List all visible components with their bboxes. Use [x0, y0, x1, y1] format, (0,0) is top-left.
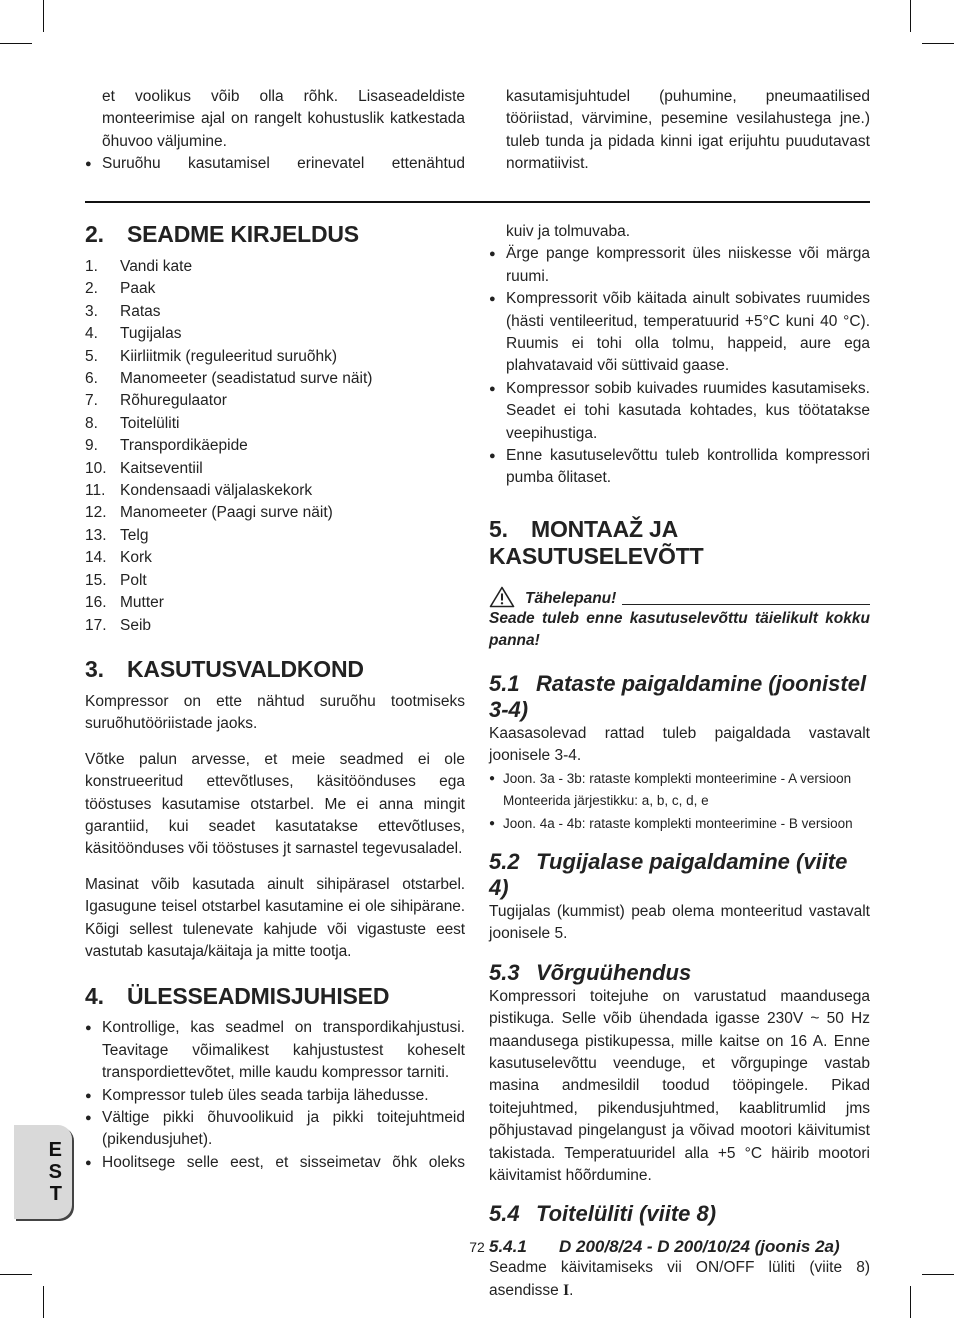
paragraph: Kompressor on ette nähtud suruõhu tootmiseks suruõhutööriistade jaoks.	[85, 692, 465, 733]
bullet-item: ● Joon. 4a - 4b: rataste komplekti monteerimine - B versioon	[489, 813, 870, 836]
right-column	[489, 221, 870, 1302]
parts-list-item	[85, 435, 465, 457]
paragraph: Kompressori toitejuhe on varustatud maandusega pistikuga. Selle võib ühendada igasse 230V ~ 50 Hz maandusega pistikupessa, mille kaitse on 16 A. Enne kasutuselevõttu veenduge, et võrgupinge vastab masina andmesildil toodud tööpingele. Pikad toitejuhtmed, pikendusjuhtmed, kaablitrumlid jms põhjustavad pingelangust ja võivad mootori käivitumist takistada. Temperatuuridel alla +5 °C häirib mootori käivitamist hõõrdumine.	[489, 987, 870, 1185]
warning-header	[489, 586, 870, 608]
parts-list	[85, 256, 465, 637]
item-number: 13.	[85, 526, 107, 544]
item-label: Vandi kate	[120, 258, 193, 275]
crop-mark	[0, 43, 32, 44]
parts-list-item	[85, 368, 465, 390]
setup-bullets	[85, 1017, 465, 1174]
crop-mark	[922, 1274, 954, 1275]
bullet-item: ● Hoolitsege selle eest, et sisseimetav õhk oleks	[85, 1152, 465, 1174]
item-label: Polt	[120, 571, 147, 589]
paragraph: Masinat võib kasutada ainult sihipärasel otstarbel. Igasugune teisel otstarbel kasutamine ei ole sihipärane. Kõigi sellest tulenevate kahjude või vigastuste eest vastutab kasutaja/käitaja ja mitte tootja.	[85, 875, 465, 960]
top-left-block	[85, 86, 465, 176]
parts-list-item	[85, 525, 465, 547]
item-number: 17.	[85, 616, 107, 634]
item-number: 5.	[85, 347, 98, 365]
crop-mark	[910, 0, 911, 32]
parts-list-item	[85, 592, 465, 614]
tab-letter: E	[48, 1139, 62, 1161]
section-heading-2: 2. SEADME KIRJELDUS	[85, 221, 359, 247]
bullet-item: ● Kontrollige, kas seadmel on transpordikahjustusi. Teavitage võimalikest kahjustustest koheselt transpordiettevõtet, mille kaudu kompressor tarniti.	[85, 1017, 465, 1084]
left-column	[85, 221, 465, 1174]
bullet-item	[489, 768, 870, 813]
crop-mark	[922, 43, 954, 44]
parts-list-item	[85, 390, 465, 412]
item-number: 1.	[85, 258, 98, 275]
paragraph: et voolikus võib olla rõhk. Lisaseadeldiste monteerimise ajal on rangelt kohustuslik katkestada õhuvoo väljumine.	[102, 88, 465, 150]
section-heading-4: 4. ÜLESSEADMISJUHISED	[85, 983, 390, 1010]
item-label: Rõhuregulaator	[120, 392, 227, 410]
item-label: Transpordikäepide	[120, 437, 248, 455]
bullet-item: ● Vältige pikki õhuvoolikuid ja pikki toitejuhtmeid (pikendusjuhet).	[85, 1107, 465, 1152]
parts-list-item	[85, 323, 465, 345]
subsection-heading-5-1: 5.1 Rataste paigaldamine (joonistel 3-4)	[489, 670, 867, 722]
warning-underline	[622, 604, 870, 605]
item-label: Mutter	[120, 594, 164, 612]
crop-mark	[43, 0, 44, 32]
item-number: 3.	[85, 302, 98, 320]
bullet-item: ● Enne kasutuselevõttu tuleb kontrollida kompressori pumba õlitaset.	[489, 445, 870, 490]
subsection-heading-5-4: 5.4 Toitelüliti (viite 8)	[489, 1201, 717, 1227]
item-label: Kaitseventiil	[120, 459, 203, 477]
parts-list-item	[85, 301, 465, 323]
tab-letter: S	[48, 1161, 62, 1183]
crop-mark	[910, 1286, 911, 1318]
bullet-item: ● Kompressor tuleb üles seada tarbija lähedusse.	[85, 1085, 465, 1107]
item-number: 4.	[85, 325, 98, 343]
crop-mark	[0, 1274, 32, 1275]
paragraph: kuiv ja tolmuvaba.	[506, 223, 631, 240]
item-label: Kondensaadi väljalaskekork	[120, 482, 313, 500]
item-number: 2.	[85, 280, 98, 298]
item-label: Kork	[120, 549, 152, 567]
top-right-block	[506, 86, 870, 176]
item-label: Toitelüliti	[120, 414, 180, 432]
bullet-item: ● Kompressor sobib kuivades ruumides kasutamiseks. Seadet ei tohi kasutada kohtades, kus töötatakse veepihustiga.	[489, 378, 870, 445]
item-label: Kiirliitmik (reguleeritud suruõhk)	[120, 347, 338, 365]
parts-list-item	[85, 256, 465, 278]
subsection-heading-5-4-1: 5.4.1 D 200/8/24 - D 200/10/24 (joonis 2a)	[489, 1237, 840, 1257]
crop-mark	[43, 1286, 44, 1318]
parts-list-item	[85, 547, 465, 569]
parts-list-item	[85, 278, 465, 300]
tab-letter: T	[49, 1183, 62, 1205]
item-label: Seib	[120, 616, 152, 634]
language-tab	[14, 1125, 72, 1219]
parts-list-item	[85, 570, 465, 592]
paragraph: Tugijalas (kummist) peab olema monteeritud vastavalt joonisele 5.	[489, 903, 870, 943]
warning-text: Seade tuleb enne kasutuselevõttu täielikult kokku panna!	[489, 609, 870, 650]
parts-list-item	[85, 502, 465, 524]
paragraph: kasutamisjuhtudel (puhumine, pneumaatilised tööriistad, värvimine, pesemine vesilahustega jne.) tuleb tunda ja pidada kinni igat erijuhtu puudutavast normatiivist.	[506, 88, 870, 173]
item-label: Tugijalas	[120, 325, 182, 343]
subsection-heading-5-2: 5.2 Tugijalase paigaldamine (viite 4)	[489, 849, 848, 900]
item-label: Manomeeter (Paagi surve näit)	[120, 504, 333, 522]
paragraph: Seadme käivitamiseks vii ON/OFF lüliti (viite 8) asendisse I.	[489, 1259, 870, 1299]
paragraph: Kaasasolevad rattad tuleb paigaldada vastavalt joonisele 3-4.	[489, 724, 870, 765]
item-number: 9.	[85, 437, 98, 455]
parts-list-item	[85, 346, 465, 368]
horizontal-rule	[85, 201, 870, 203]
parts-list-item	[85, 615, 465, 637]
item-label: Paak	[120, 280, 156, 298]
item-number: 15.	[85, 571, 107, 589]
item-label: Telg	[120, 526, 149, 544]
bullet-item: ● Suruõhu kasutamisel erinevatel ettenähtud	[85, 153, 465, 175]
item-label: Manomeeter (seadistatud surve näit)	[120, 370, 373, 388]
parts-list-item	[85, 458, 465, 480]
item-number: 14.	[85, 549, 107, 567]
item-number: 10.	[85, 459, 107, 477]
item-number: 7.	[85, 392, 98, 410]
item-number: 6.	[85, 370, 98, 388]
item-number: 8.	[85, 414, 98, 432]
bullet-line: Monteerida järjestikku: a, b, c, d, e	[503, 793, 709, 808]
parts-list-item	[85, 413, 465, 435]
paragraph: Võtke palun arvesse, et meie seadmed ei ole konstrueeritud ettevõtluses, käsitöönduses ega tööstuses kasutamise otstarbel. Me ei anna mingit garantiid, kui seadet kasutatakse ettevõtluses, käsitöönduses või tööstuses jt sarnastel tegevusaladel.	[85, 750, 465, 858]
section-heading-3: 3. KASUTUSVALDKOND	[85, 655, 364, 682]
section-heading-5: 5. MONTAAŽ JA KASUTUSELEVÕTT	[489, 515, 704, 569]
warning-label: Tähelepanu!	[525, 589, 617, 607]
page-number: 72	[469, 1239, 485, 1255]
parts-list-item	[85, 480, 465, 502]
subsection-heading-5-3: 5.3 Võrguühendus	[489, 959, 692, 985]
item-number: 12.	[85, 504, 107, 522]
bullet-item: ● Ärge pange kompressorit üles niiskesse või märga ruumi.	[489, 243, 870, 288]
bullet-line: ● Joon. 3a - 3b: rataste komplekti monteerimine - A versioon	[503, 770, 852, 786]
item-label: Ratas	[120, 302, 161, 320]
bullet-item: ● Kompressorit võib käitada ainult sobivates ruumides (hästi ventileeritud, temperatuurid +5°C kuni 40 °C). Ruumis ei tohi olla tolmu, happeid, aure ega plahvatavaid või süttivaid gaase.	[489, 288, 870, 378]
warning-triangle-icon	[489, 586, 515, 608]
item-number: 16.	[85, 594, 107, 612]
item-number: 11.	[85, 482, 106, 500]
